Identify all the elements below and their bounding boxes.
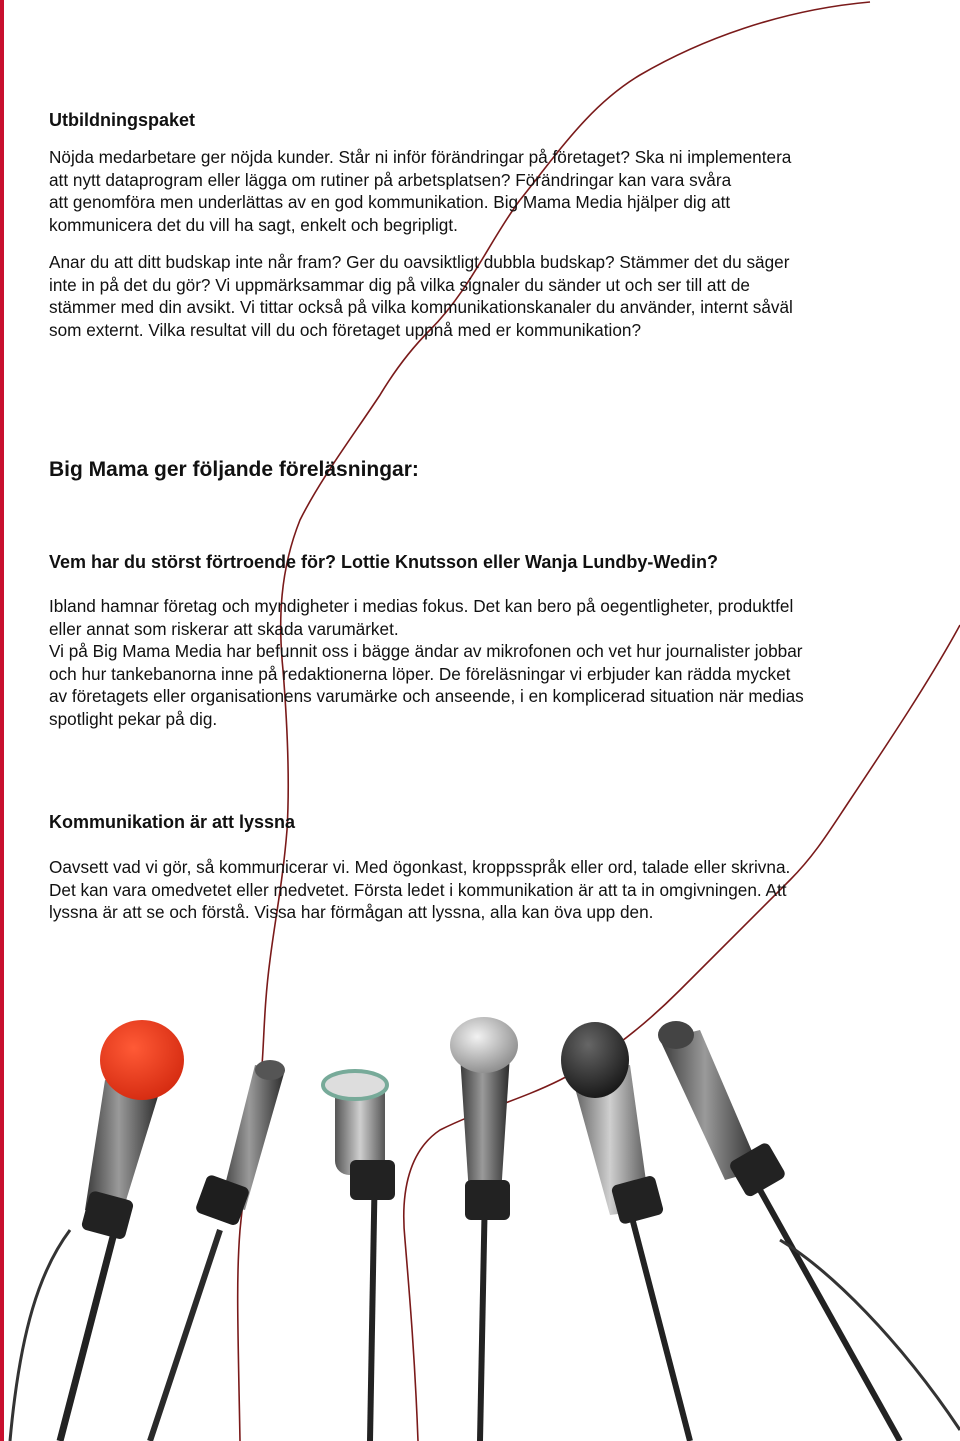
fortroende-paragraph-wrap xyxy=(49,595,899,731)
lyssna-paragraph-wrap xyxy=(49,856,899,924)
mic-black-foam xyxy=(561,1022,690,1441)
mic-green-ring xyxy=(323,1071,395,1441)
section-lyssna xyxy=(49,810,899,834)
mic-red-foam xyxy=(10,1020,184,1441)
utbildning-paragraph-2: Anar du att ditt budskap inte når fram? Ger du oavsiktligt dubbla budskap? Stämmer det du säger inte in på det du gör? Vi uppmärksammar dig på vilka signaler du sänder ut och ser till att de stämmer med din avsikt. Vi tittar också på vilka kommunikationskanaler du använder, internt såväl som externt. Vilka resultat vill du och företaget uppnå med er kommunikation? xyxy=(49,252,793,340)
mic-classic-grille xyxy=(450,1017,518,1441)
utbildning-paragraph-1: Nöjda medarbetare ger nöjda kunder. Står ni inför förändringar på företaget? Ska ni implementera att nytt dataprogram eller lägga om rutiner på arbetsplatsen? Förändringar kan vara svåra att genomföra men underlättas av en god kommunikation. Big Mama Media hjälper dig att kommunicera det du vill ha sagt, enkelt och begripligt. xyxy=(49,147,792,235)
heading-forelasningar: Big Mama ger följande föreläsningar: xyxy=(49,458,419,481)
mic-dark-right xyxy=(658,1021,960,1441)
microphones-photo xyxy=(0,1010,960,1441)
heading-lyssna: Kommunikation är att lyssna xyxy=(49,812,296,832)
utbildning-paragraph-1-wrap xyxy=(49,146,899,236)
utbildning-paragraph-2-wrap xyxy=(49,251,899,341)
fortroende-paragraph: Ibland hamnar företag och myndigheter i medias fokus. Det kan bero på oegentligheter, produktfel eller annat som riskerar att skada varumärket. Vi på Big Mama Media har befunnit oss i bägge ändar av mikrofonen och vet hur journalister jobbar och hur tankebanorna inne på redaktionerna löper. De föreläsningar vi erbjuder kan rädda mycket av företagets eller organisationens varumärke och anseende, i en komplicerad situation när medias spotlight pekar på dig. xyxy=(49,596,804,729)
lyssna-paragraph: Oavsett vad vi gör, så kommunicerar vi. Med ögonkast, kroppsspråk eller ord, talade eller skrivna. Det kan vara omedvetet eller medvetet. Första ledet i kommunikation är att ta in omgivningen. Att lyssna är att se och förstå. Vissa har förmågan att lyssna, alla kan öva upp den. xyxy=(49,857,791,923)
section-forelasningar xyxy=(49,456,899,484)
heading-utbildningspaket: Utbildningspaket xyxy=(49,110,196,130)
heading-fortroende: Vem har du störst förtroende för? Lottie Knutsson eller Wanja Lundby-Wedin? xyxy=(49,552,719,572)
mic-slim-condenser xyxy=(150,1060,285,1441)
section-utbildningspaket xyxy=(49,108,899,132)
section-fortroende xyxy=(49,550,899,574)
